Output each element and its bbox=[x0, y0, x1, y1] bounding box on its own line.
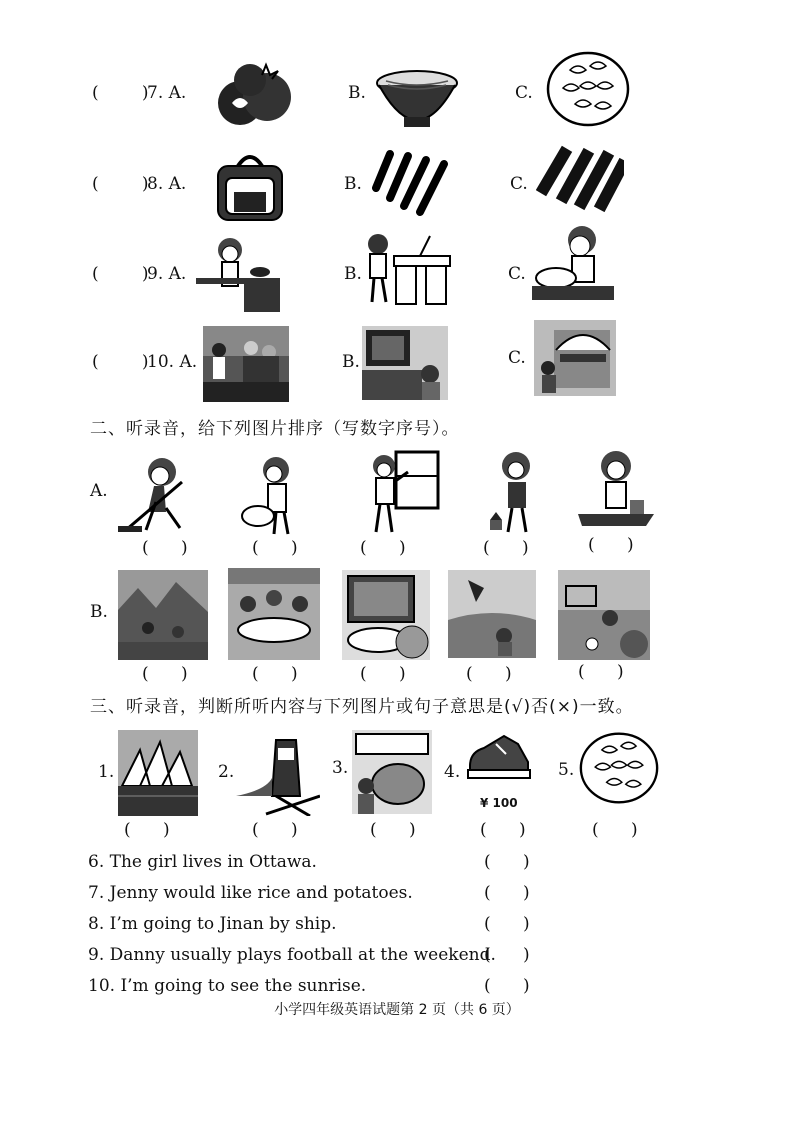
tv-scene-icon bbox=[342, 570, 430, 660]
dumplings-plate-icon bbox=[545, 50, 631, 128]
answer-paren[interactable]: ( ) bbox=[588, 535, 634, 555]
sentence-9: 9. Danny usually plays football at the weekend. bbox=[88, 945, 496, 965]
girl-cleaning-window-icon bbox=[362, 450, 440, 536]
answer-paren[interactable]: ( ) bbox=[578, 662, 624, 682]
page-footer: 小学四年级英语试题第 2 页（共 6 页） bbox=[274, 1002, 520, 1018]
boy-cleaning-desk-icon bbox=[360, 228, 452, 308]
boy-sweeping-floor-icon bbox=[116, 452, 198, 538]
picture-number: 1. bbox=[98, 762, 115, 782]
answer-paren[interactable]: ( ) bbox=[360, 664, 406, 684]
picture-number: 2. bbox=[218, 762, 235, 782]
answer-paren[interactable]: ( ) bbox=[484, 914, 530, 934]
boy-washing-dishes-icon bbox=[532, 222, 614, 300]
answer-paren[interactable]: ( ) bbox=[92, 352, 149, 372]
question-number: 9. A. bbox=[147, 264, 187, 284]
girl-watering-plant-icon bbox=[486, 450, 542, 534]
answer-paren[interactable]: ( ) bbox=[370, 820, 416, 840]
option-b-label: B. bbox=[344, 264, 362, 284]
answer-paren[interactable]: ( ) bbox=[252, 538, 298, 558]
family-watching-show-icon bbox=[203, 326, 289, 402]
pencils-icon bbox=[372, 148, 452, 216]
answer-paren[interactable]: ( ) bbox=[252, 664, 298, 684]
picture-number: 3. bbox=[332, 758, 349, 778]
option-c-label: C. bbox=[508, 348, 526, 368]
schoolbag-icon bbox=[210, 148, 290, 224]
sentence-10: 10. I’m going to see the sunrise. bbox=[88, 976, 367, 996]
question-number: 7. A. bbox=[147, 83, 187, 103]
section-2-title: 二、听录音，给下列图片排序（写数字序号）。 bbox=[90, 419, 460, 439]
crayons-icon bbox=[536, 144, 624, 214]
sentence-8: 8. I’m going to Jinan by ship. bbox=[88, 914, 337, 934]
answer-paren[interactable]: ( ) bbox=[92, 174, 149, 194]
answer-paren[interactable]: ( ) bbox=[142, 538, 188, 558]
train-icon bbox=[236, 734, 320, 816]
option-b-label: B. bbox=[348, 83, 366, 103]
picture-number: 5. bbox=[558, 760, 575, 780]
answer-paren[interactable]: ( ) bbox=[484, 883, 530, 903]
answer-paren[interactable]: ( ) bbox=[360, 538, 406, 558]
football-field-icon bbox=[558, 570, 650, 660]
question-number: 10. A. bbox=[147, 352, 198, 372]
answer-paren[interactable]: ( ) bbox=[592, 820, 638, 840]
answer-paren[interactable]: ( ) bbox=[484, 852, 530, 872]
answer-paren[interactable]: ( ) bbox=[483, 538, 529, 558]
picture-number: 4. bbox=[444, 762, 461, 782]
section-3-title: 三、听录音，判断所听内容与下列图片或句子意思是(√)否(×)一致。 bbox=[90, 697, 634, 717]
answer-paren[interactable]: ( ) bbox=[124, 820, 170, 840]
opera-house-icon bbox=[118, 730, 198, 816]
option-b-label: B. bbox=[342, 352, 360, 372]
dumplings-plate-icon bbox=[578, 726, 660, 810]
option-b-label: B. bbox=[344, 174, 362, 194]
tomatoes-icon bbox=[212, 55, 297, 135]
option-c-label: C. bbox=[510, 174, 528, 194]
mountain-scene-icon bbox=[118, 570, 208, 660]
girl-cooking-icon bbox=[196, 234, 280, 312]
answer-paren[interactable]: ( ) bbox=[252, 820, 298, 840]
option-c-label: C. bbox=[508, 264, 526, 284]
kite-flying-icon bbox=[448, 570, 536, 658]
sentence-6: 6. The girl lives in Ottawa. bbox=[88, 852, 317, 872]
answer-paren[interactable]: ( ) bbox=[484, 945, 530, 965]
answer-paren[interactable]: ( ) bbox=[484, 976, 530, 996]
answer-paren[interactable]: ( ) bbox=[92, 83, 149, 103]
watching-tv-icon bbox=[362, 326, 448, 400]
answer-paren[interactable]: ( ) bbox=[92, 264, 149, 284]
building-entrance-icon bbox=[534, 320, 616, 396]
row-a-label: A. bbox=[90, 481, 108, 501]
option-c-label: C. bbox=[515, 83, 533, 103]
answer-paren[interactable]: ( ) bbox=[142, 664, 188, 684]
noodles-bowl-icon bbox=[374, 65, 460, 131]
whale-aquarium-icon bbox=[352, 730, 432, 814]
question-number: 8. A. bbox=[147, 174, 187, 194]
answer-paren[interactable]: ( ) bbox=[480, 820, 526, 840]
boy-washing-clothes-icon bbox=[240, 454, 298, 536]
girl-making-bed-icon bbox=[574, 448, 658, 530]
family-dinner-icon bbox=[228, 568, 320, 660]
price-label: ¥ 100 bbox=[480, 796, 518, 810]
answer-paren[interactable]: ( ) bbox=[466, 664, 512, 684]
sneaker-icon bbox=[466, 730, 532, 782]
sentence-7: 7. Jenny would like rice and potatoes. bbox=[88, 883, 413, 903]
row-b-label: B. bbox=[90, 602, 108, 622]
